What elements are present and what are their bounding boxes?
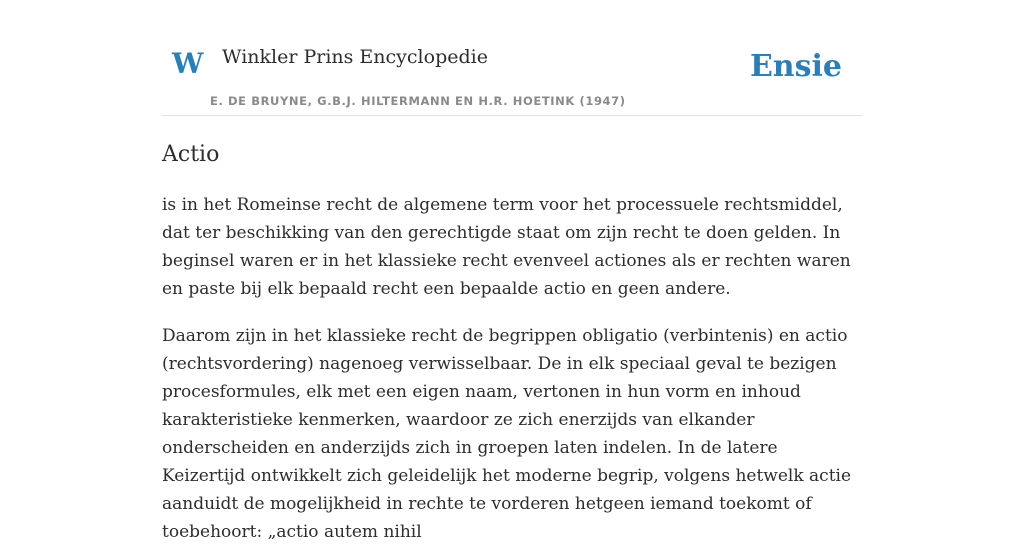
book-title[interactable]: Winkler Prins Encyclopedie: [222, 46, 488, 68]
ensie-logo[interactable]: Ensie: [749, 49, 842, 84]
book-logo-icon: W: [172, 47, 204, 80]
book-authors: E. DE BRUYNE, G.B.J. HILTERMANN EN H.R. HOETINK (1947): [210, 94, 626, 108]
page: [162, 0, 862, 543]
article-paragraph: Daarom zijn in het klassieke recht de begrippen obligatio (verbintenis) en actio (rechtsvordering) nagenoeg verwisselbaar. De in elk speciaal geval te bezigen procesformules, elk met een eigen naam, vertonen in hun vorm en inhoud karakteristieke kenmerken, waardoor ze zich enerzijds van elkander onderscheiden en anderzijds zich in groepen laten indelen. In de latere Keizertijd ontwikkelt zich geleidelijk het moderne begrip, volgens hetwelk actie aanduidt de mogelijkheid in rechte te vorderen hetgeen iemand toekomt of toebehoort: „actio autem nihil: [162, 326, 852, 543]
article-title: Actio: [162, 142, 220, 167]
book-header: [162, 0, 862, 116]
article-paragraph: is in het Romeinse recht de algemene term voor het processuele rechtsmiddel, dat ter beschikking van den gerechtigde staat om zijn recht te doen gelden. In beginsel waren er in het klassieke recht evenveel actiones als er rechten waren en paste bij elk bepaald recht een bepaalde actio en geen andere.: [162, 195, 851, 300]
